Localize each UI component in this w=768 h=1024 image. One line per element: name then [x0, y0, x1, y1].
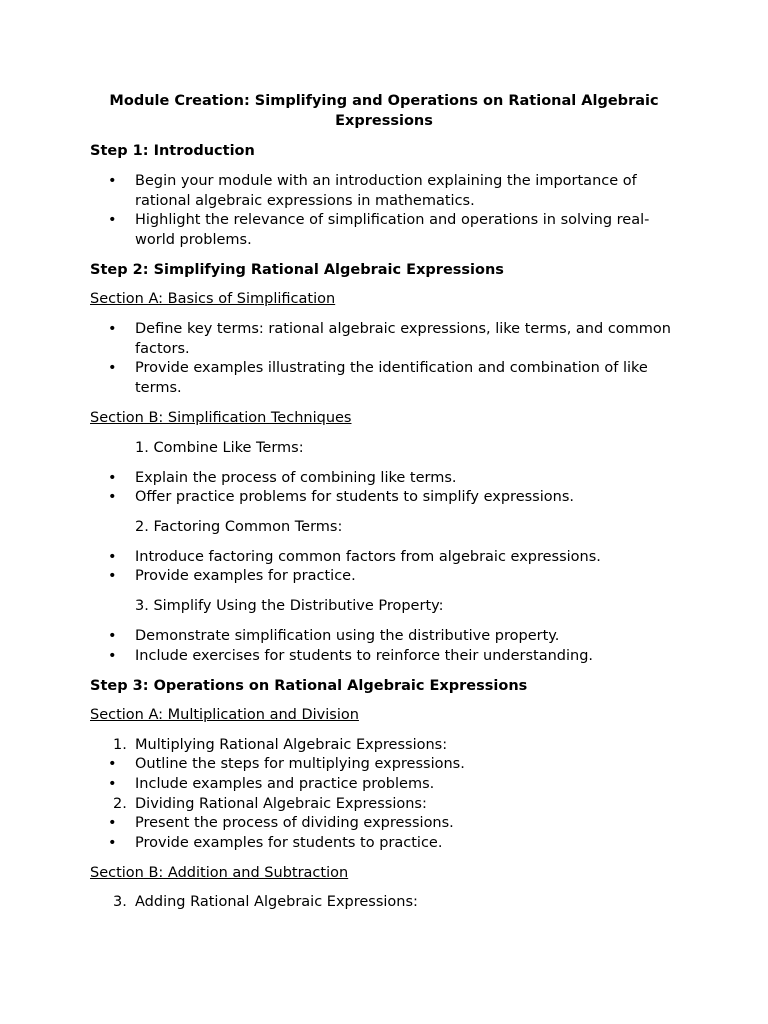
section-title: Section A: Multiplication and Division: [90, 707, 359, 723]
bullet-icon: •: [108, 489, 117, 505]
list-item-text: Provide examples for students to practice.: [135, 835, 443, 851]
list-item-text: Explain the process of combining like terms.: [135, 470, 457, 486]
list-item: [108, 566, 678, 586]
list-item: [108, 892, 678, 912]
list-item: [108, 794, 678, 814]
list-item: [108, 358, 678, 398]
list-item-text: Multiplying Rational Algebraic Expressions:: [135, 737, 448, 753]
list-item: [108, 210, 678, 250]
bullet-icon: •: [108, 568, 117, 584]
list-item-text: Adding Rational Algebraic Expressions:: [135, 894, 418, 910]
list-item: [108, 813, 678, 833]
list-marker: 3.: [113, 894, 127, 910]
step1-heading: Step 1: Introduction: [90, 143, 255, 159]
bullet-icon: •: [108, 776, 117, 792]
list-item-text: Introduce factoring common factors from algebraic expressions.: [135, 549, 601, 565]
list-item: [108, 735, 678, 755]
list-item-text: Define key terms: rational algebraic expressions, like terms, and common factors.: [135, 321, 671, 357]
subsection-label: 2. Factoring Common Terms:: [135, 519, 343, 535]
bullet-icon: •: [108, 815, 117, 831]
list-marker: 1.: [113, 737, 127, 753]
list-item-text: Highlight the relevance of simplification and operations in solving real-world problems.: [135, 212, 650, 248]
list-item: [108, 487, 678, 507]
list-item-text: Include exercises for students to reinforce their understanding.: [135, 648, 594, 664]
bullet-icon: •: [108, 835, 117, 851]
bullet-icon: •: [108, 549, 117, 565]
list-item: [108, 646, 678, 666]
bullet-icon: •: [108, 173, 117, 189]
bullet-icon: •: [108, 212, 117, 228]
subsection-label: 3. Simplify Using the Distributive Property:: [135, 598, 444, 614]
list-item-text: Demonstrate simplification using the distributive property.: [135, 628, 560, 644]
section-title: Section B: Addition and Subtraction: [90, 865, 349, 881]
list-item-text: Include examples and practice problems.: [135, 776, 435, 792]
step3-heading: Step 3: Operations on Rational Algebraic Expressions: [90, 678, 528, 694]
subsection-label: 1. Combine Like Terms:: [135, 440, 304, 456]
list-item: [108, 754, 678, 774]
section-title: Section A: Basics of Simplification: [90, 291, 336, 307]
list-marker: 2.: [113, 796, 127, 812]
bullet-icon: •: [108, 628, 117, 644]
bullet-icon: •: [108, 360, 117, 376]
bullet-icon: •: [108, 756, 117, 772]
list-item: [108, 547, 678, 567]
list-item: [108, 774, 678, 794]
list-item-text: Provide examples illustrating the identification and combination of like terms.: [135, 360, 648, 396]
list-item: [108, 171, 678, 211]
section-title: Section B: Simplification Techniques: [90, 410, 352, 426]
list-item-text: Provide examples for practice.: [135, 568, 356, 584]
step2-heading: Step 2: Simplifying Rational Algebraic Expressions: [90, 262, 504, 278]
bullet-icon: •: [108, 470, 117, 486]
list-item-text: Dividing Rational Algebraic Expressions:: [135, 796, 427, 812]
list-item-text: Outline the steps for multiplying expressions.: [135, 756, 465, 772]
document-title: Module Creation: Simplifying and Operations on Rational Algebraic Expressions: [109, 93, 659, 129]
list-item-text: Present the process of dividing expressions.: [135, 815, 454, 831]
list-item: [108, 833, 678, 853]
list-item: [108, 468, 678, 488]
bullet-icon: •: [108, 648, 117, 664]
list-item-text: Offer practice problems for students to simplify expressions.: [135, 489, 574, 505]
list-item-text: Begin your module with an introduction explaining the importance of rational algebraic expressions in mathematics.: [135, 173, 637, 209]
list-item: [108, 626, 678, 646]
list-item: [108, 319, 678, 359]
bullet-icon: •: [108, 321, 117, 337]
